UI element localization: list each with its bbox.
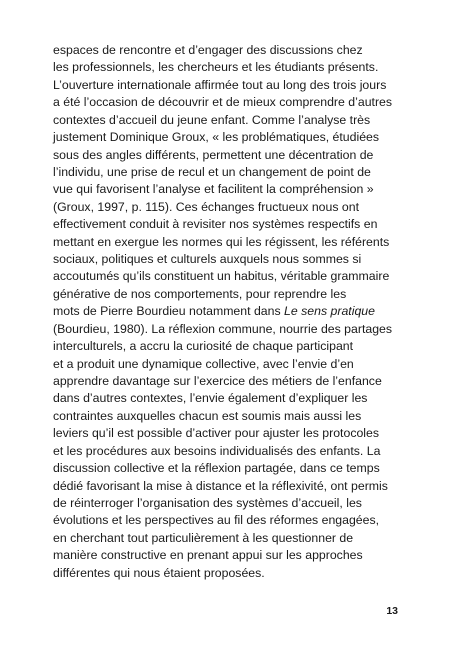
text-line: vue qui favorisent l’analyse et facilitent la compréhension » — [53, 182, 374, 197]
text-line: contextes d’accueil du jeune enfant. Comme l’analyse très — [53, 112, 371, 127]
text-line: (Bourdieu, 1980). La réflexion commune, nourrie des partages — [53, 321, 393, 336]
text-line: leviers qu’il est possible d’activer pour ajuster les protocoles — [53, 426, 380, 441]
text-line: interculturels, a accru la curiosité de chaque participant — [53, 339, 354, 354]
text-line: de réinterroger l’organisation des systèmes d’accueil, les — [53, 495, 362, 510]
text-line: manière constructive en prenant appui sur les approches — [53, 548, 363, 563]
text-line: les professionnels, les chercheurs et les étudiants présents. — [53, 60, 379, 75]
text-line: discussion collective et la réflexion partagée, dans ce temps — [53, 461, 380, 476]
text-line: et les procédures aux besoins individualisés des enfants. La — [53, 443, 381, 458]
text-line: différentes qui nous étaient proposées. — [53, 565, 265, 580]
text-line: espaces de rencontre et d’engager des discussions chez — [53, 43, 363, 57]
page-number: 13 — [386, 605, 398, 617]
text-line: sociaux, politiques et culturels auxquels nous sommes si — [53, 252, 362, 267]
text-line: (Groux, 1997, p. 115). Ces échanges fructueux nous ont — [53, 199, 360, 214]
text-line: en cherchant tout particulièrement à les questionner de — [53, 530, 354, 545]
text-run: mots de Pierre Bourdieu notamment dans — [53, 304, 285, 319]
text-line: effectivement conduit à revisiter nos systèmes respectifs en — [53, 217, 378, 232]
text-line: évolutions et les perspectives au fil des réformes engagées, — [53, 513, 380, 528]
text-line: et a produit une dynamique collective, avec l’envie d’en — [53, 356, 354, 371]
text-line: L’ouverture internationale affirmée tout au long des trois jours — [53, 77, 387, 92]
text-line: générative de nos comportements, pour reprendre les — [53, 286, 347, 301]
text-line: justement Dominique Groux, « les problématiques, étudiées — [53, 130, 380, 145]
text-line: contraintes auxquelles chacun est soumis mais aussi les — [53, 408, 362, 423]
text-line — [53, 303, 398, 320]
text-line: mettant en exergue les normes qui les régissent, les référents — [53, 234, 390, 249]
text-line: dédié favorisant la mise à distance et la réflexivité, ont permis — [53, 478, 388, 493]
text-line: sous des angles différents, permettent une décentration de — [53, 147, 374, 162]
text-line: dans d’autres contextes, l’envie également d’expliquer les — [53, 391, 368, 406]
body-paragraph — [53, 42, 398, 582]
text-line: accoutumés qu’ils constituent un habitus, véritable grammaire — [53, 269, 390, 284]
book-title-italic: Le sens pratique — [284, 304, 375, 319]
text-line: apprendre davantage sur l’exercice des métiers de l’enfance — [53, 374, 382, 389]
text-line: a été l’occasion de découvrir et de mieux comprendre d’autres — [53, 95, 393, 110]
text-line: l’individu, une prise de recul et un changement de point de — [53, 164, 371, 179]
